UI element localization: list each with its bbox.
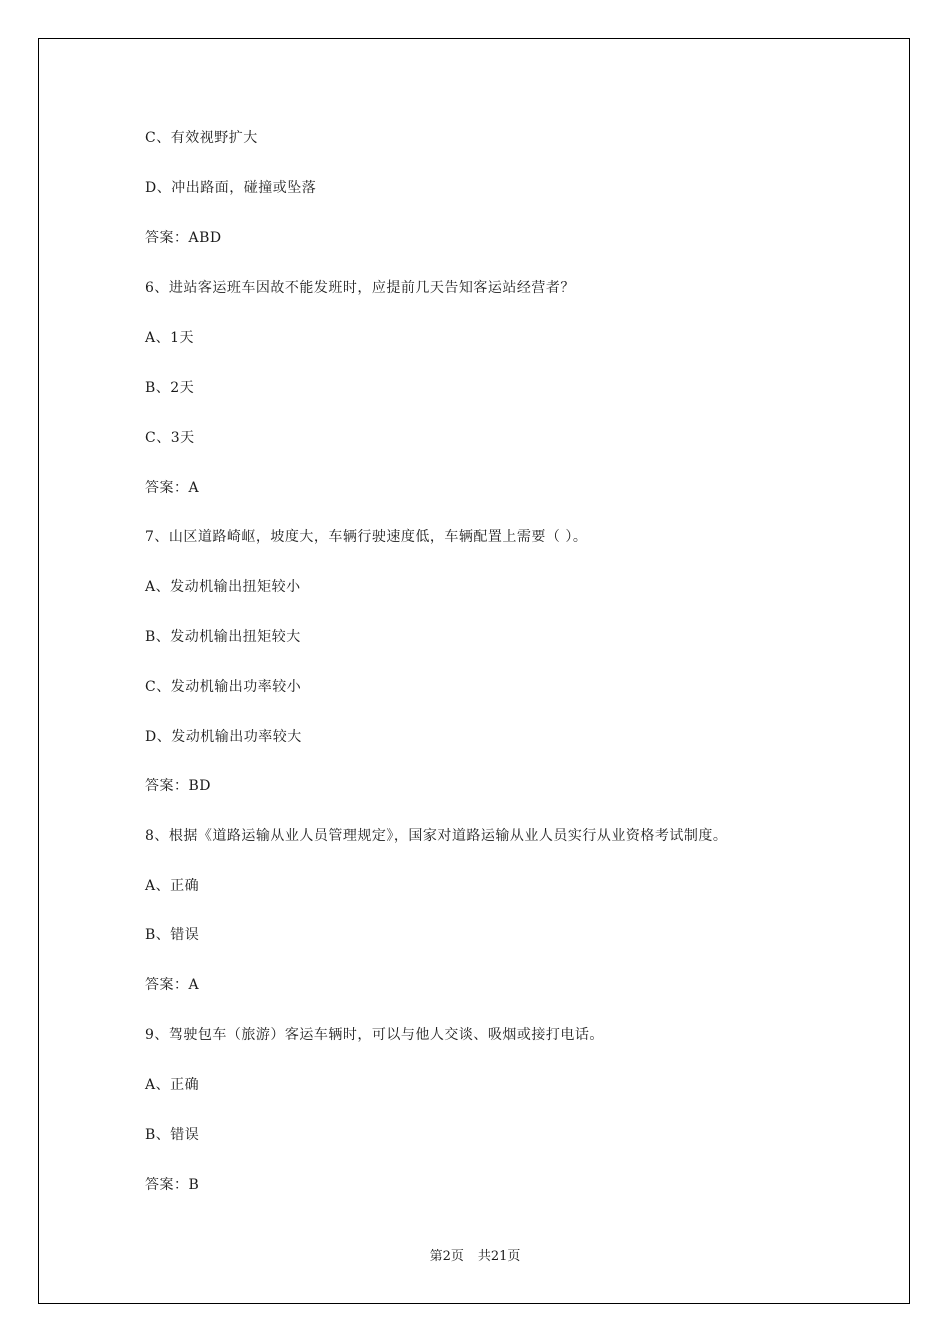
q7-question: 7、山区道路崎岖，坡度大，车辆行驶速度低，车辆配置上需要（ ）。 (145, 529, 588, 545)
page-number: 第2页 (429, 1249, 464, 1264)
q8-question: 8、根据《道路运输从业人员管理规定》，国家对道路运输从业人员实行从业资格考试制度。 (145, 828, 728, 844)
q5-answer: 答案：ABD (145, 230, 222, 246)
q6-question: 6、进站客运班车因故不能发班时，应提前几天告知客运站经营者？ (145, 280, 575, 296)
q7-option-b: B、发动机输出扭矩较大 (145, 629, 301, 645)
q5-option-c: C、有效视野扩大 (145, 130, 258, 146)
q7-answer: 答案：BD (145, 778, 212, 794)
q7-option-c: C、发动机输出功率较小 (145, 679, 302, 695)
q7-option-d: D、发动机输出功率较大 (145, 729, 302, 745)
q6-answer: 答案：A (145, 480, 200, 496)
q5-option-d: D、冲出路面，碰撞或坠落 (145, 180, 317, 196)
q8-answer: 答案：A (145, 977, 200, 993)
q8-option-b: B、错误 (145, 927, 200, 943)
q9-answer: 答案：B (145, 1177, 200, 1193)
page-footer (0, 1248, 950, 1266)
page-total: 共21页 (477, 1249, 521, 1264)
q9-option-a: A、正确 (145, 1077, 200, 1093)
q6-option-a: A、1天 (145, 330, 195, 346)
q6-option-c: C、3天 (145, 430, 195, 446)
q7-option-a: A、发动机输出扭矩较小 (145, 579, 301, 595)
q9-question: 9、驾驶包车（旅游）客运车辆时，可以与他人交谈、吸烟或接打电话。 (145, 1027, 604, 1043)
q8-option-a: A、正确 (145, 878, 200, 894)
q9-option-b: B、错误 (145, 1127, 200, 1143)
q6-option-b: B、2天 (145, 380, 195, 396)
